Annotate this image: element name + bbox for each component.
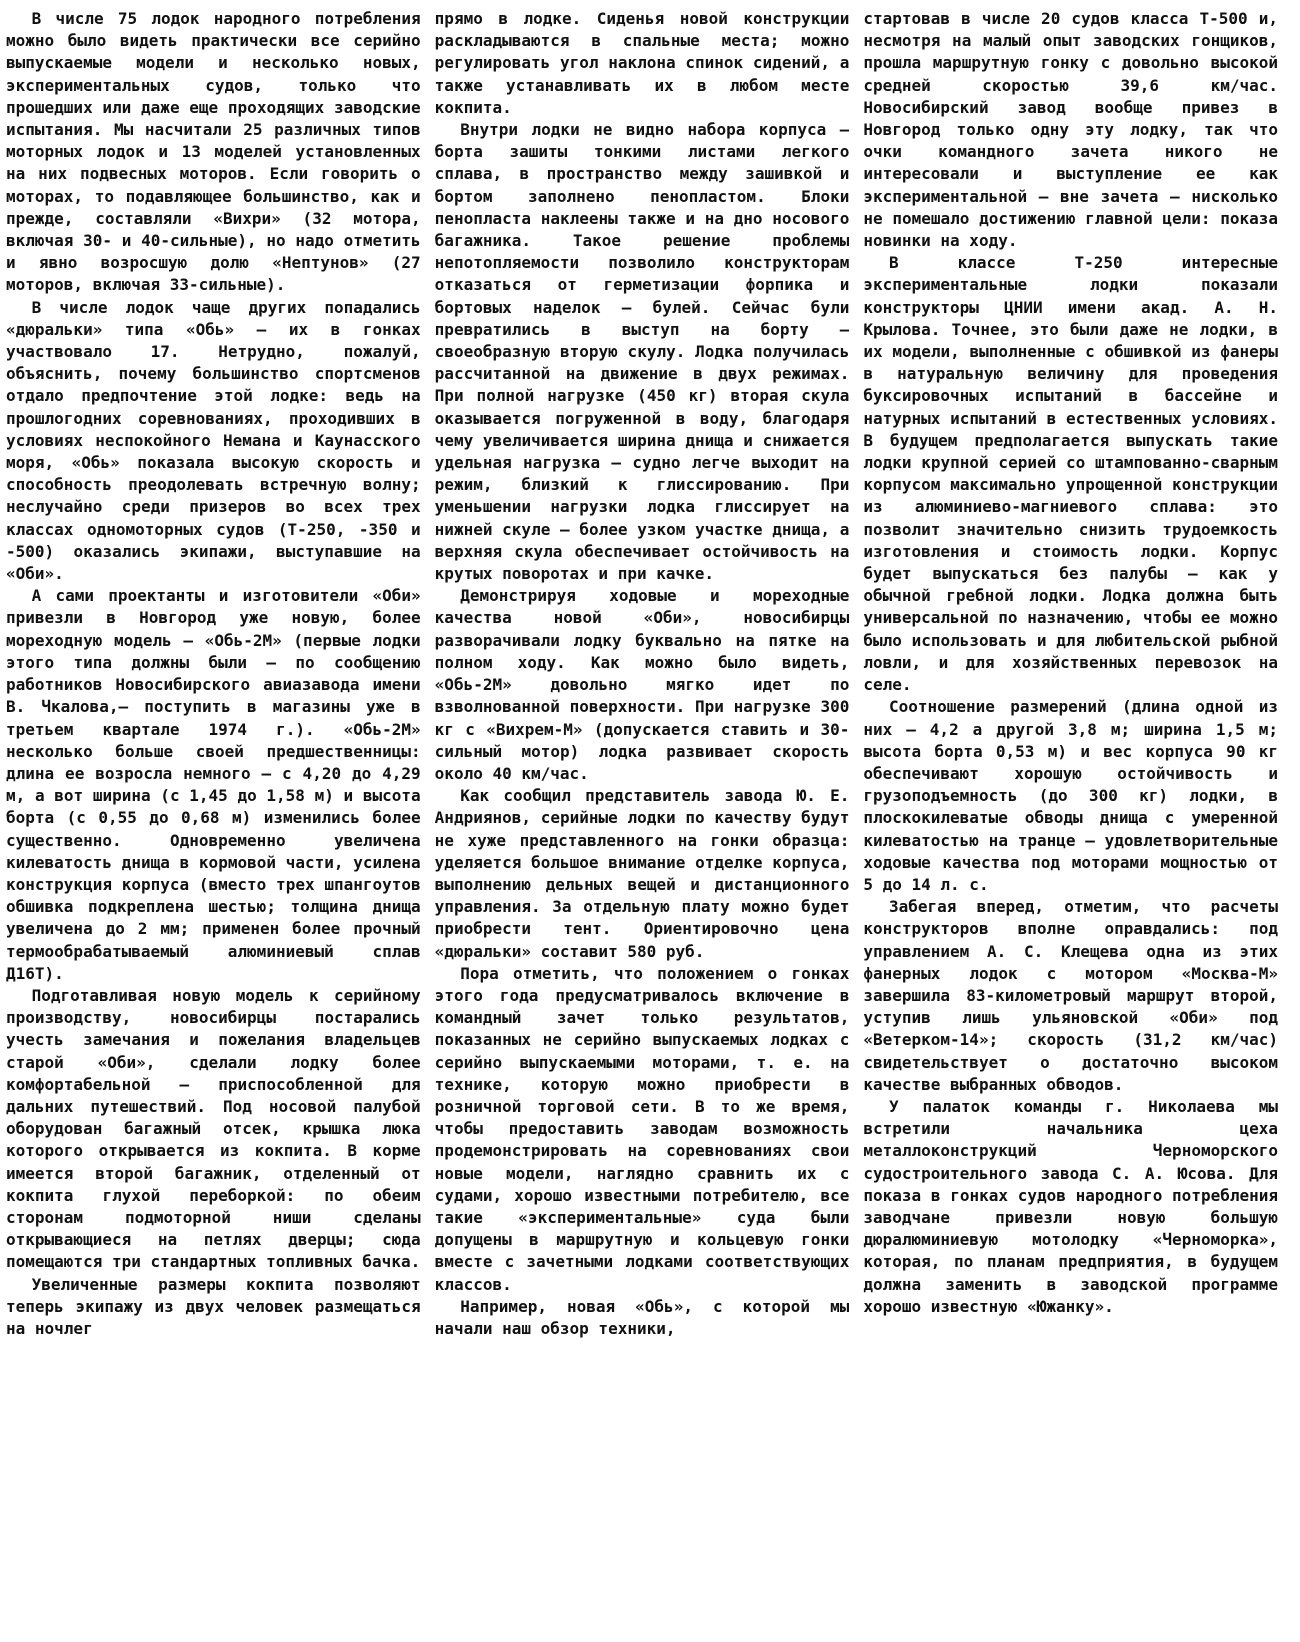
text-column-1 (6, 8, 421, 1642)
text-column-2 (435, 8, 850, 1642)
paragraph: Забегая вперед, отметим, что расчеты конструкторов вполне оправдались: под управлением А. С. Клещева одна из этих фанерных лодок с мотором «Москва-М» завершила 83-километровый маршрут второй, уступив лишь ульяновской «Оби» под «Ветерком-14»; скорость (31,2 км/час) свидетельствует о достаточно высоком качестве выбранных обводов. (863, 897, 1279, 1094)
paragraph: А сами проектанты и изготовители «Оби» привезли в Новгород уже новую, более мореходную модель — «Обь-2М» (первые лодки этого типа должны были — по сообщению работников Новосибирского авиазавода имени В. Чкалова,— поступить в магазины уже в третьем квартале 1974 г.). «Обь-2М» несколько больше своей предшественницы: длина ее возросла немного — с 4,20 до 4,29 м, а вот ширина (с 1,45 до 1,58 м) и высота борта (с 0,55 до 0,68 м) изменились более существенно. Одновременно увеличена килеватость днища в кормовой части, усилена конструкция корпуса (вместо трех шпангоутов обшивка подкреплена шестью; толщина днища увеличена до 2 мм; применен более прочный термообрабатываемый алюминиевый сплав Д16Т). (6, 586, 421, 983)
paragraph: Увеличенные размеры кокпита позволяют теперь экипажу из двух человек размещаться на ночлег (6, 1274, 421, 1338)
text-column-3 (863, 8, 1278, 1642)
paragraph: Подготавливая новую модель к серийному производству, новосибирцы постарались учесть замечания и пожелания владельцев старой «Оби», сделали лодку более комфортабельной — приспособленной для дальних путешествий. Под носовой палубой оборудован багажный отсек, крышка люка которого открывается из кокпита. В корме имеется второй багажник, отделенный от кокпита глухой переборкой: по обеим сторонам подмоторной ниши сделаны открывающиеся на петлях дверцы; сюда помещаются три стандартных топливных бачка. (6, 985, 421, 1272)
paragraph: В числе 75 лодок народного потребления можно было видеть практически все серийно выпускаемые модели и несколько новых, экспериментальных судов, только что прошедших или даже еще проходящих заводские испытания. Мы насчитали 25 различных типов моторных лодок и 13 моделей установленных на них подвесных моторов. Если говорить о моторах, то подавляющее большинство, как и прежде, составляли «Вихри» (32 мотора, включая 30- и 40-сильные), но надо отметить и явно возросшую долю «Нептунов» (27 моторов, включая 33-сильные). (6, 9, 421, 295)
paragraph: прямо в лодке. Сиденья новой конструкции раскладываются в спальные места; можно регулировать угол наклона спинок сидений, а также устанавливать их в любом месте кокпита. (434, 9, 850, 117)
paragraph: Пора отметить, что положением о гонках этого года предусматривалось включение в командный зачет только результатов, показанных не серийно выпускаемых лодках с серийно выпускаемыми моторами, т. е. на технике, которую можно приобрести в розничной торговой сети. В то же время, чтобы предоставить заводам возможность продемонстрировать на соревнованиях свои новые модели, наглядно сравнить их с судами, хорошо известными потребителю, все такие «экспериментальные» суда были допущены в маршрутную и кольцевую гонки вместе с зачетными лодками соответствующих классов. (434, 963, 850, 1294)
paragraph: Как сообщил представитель завода Ю. Е. Андриянов, серийные лодки по качеству будут не хуже представленного на гонки образца: уделяется большое внимание отделке корпуса, выполнению дельных вещей и дистанционного управления. За отдельную плату можно будет приобрести тент. Ориентировочно цена «дюральки» составит 580 руб. (434, 786, 850, 961)
paragraph: Внутри лодки не видно набора корпуса — борта зашиты тонкими листами легкого сплава, в пространство между зашивкой и бортом заполнено пенопластом. Блоки пенопласта наклеены также и на дно носового багажника. Такое решение проблемы непотопляемости позволило конструкторам отказаться от герметизации форпика и бортовых наделок — булей. Сейчас були превратились в выступ на борту — своеобразную вторую скулу. Лодка получилась рассчитанной на движение в двух режимах. При полной нагрузке (450 кг) вторая скула оказывается погруженной в воду, благодаря чему увеличивается ширина днища и снижается удельная нагрузка — судно легче выходит на режим, близкий к глиссированию. При уменьшении нагрузки лодка глиссирует на нижней скуле — более узком участке днища, а верхняя скула обеспечивает остойчивость на крутых поворотах и при качке. (434, 120, 850, 584)
paragraph: У палаток команды г. Николаева мы встретили начальника цеха металлоконструкций Черноморского судостроительного завода С. А. Юсова. Для показа в гонках судов народного потребления заводчане привезли новую большую дюралюминиевую мотолодку «Черноморка», которая, по планам предприятия, в будущем должна заменить в заводской программе хорошо известную «Южанку». (863, 1096, 1279, 1316)
paragraph: Соотношение размерений (длина одной из них — 4,2 а другой 3,8 м; ширина 1,5 м; высота борта 0,53 м) и вес корпуса 90 кг обеспечивают хорошую остойчивость и грузоподъемность (до 300 кг) лодки, в плоскокилеватые обводы днища с умеренной килеватостью на транце — удовлетворительные ходовые качества под моторами мощностью от 5 до 14 л. с. (863, 697, 1279, 894)
paragraph: В классе Т-250 интересные экспериментальные лодки показали конструкторы ЦНИИ имени акад. А. Н. Крылова. Точнее, это были даже не лодки, в их модели, выполненные с обшивкой из фанеры в натуральную величину для проведения буксировочных испытаний в бассейне и натурных испытаний в естественных условиях. В будущем предполагается выпускать такие лодки крупной серией со штампованно-сварным корпусом максимально упрощенной конструкции из алюминиево-магниевого сплава: это позволит значительно снизить трудоемкость изготовления и стоимость лодки. Корпус будет выпускаться без палубы — как у обычной гребной лодки. Лодка должна быть универсальной по назначению, чтобы ее можно было использовать и для любительской рыбной ловли, и для хозяйственных перевозок на селе. (863, 253, 1279, 695)
paragraph: В числе лодок чаще других попадались «дюральки» типа «Обь» — их в гонках участвовало 17. Нетрудно, пожалуй, объяснить, почему большинство спортсменов отдало предпочтение этой лодке: ведь на прошлогодних соревнованиях, проходивших в условиях неспокойного Немана и Каунасского моря, «Обь» показала высокую скорость и способность преодолевать встречную волну; неслучайно среди призеров во всех трех классах одномоторных судов (Т-250, -350 и -500) оказались экипажи, выступавшие на «Оби». (6, 297, 421, 584)
paragraph: Например, новая «Обь», с которой мы начали наш обзор техники, (434, 1296, 850, 1338)
paragraph: Демонстрируя ходовые и мореходные качества новой «Оби», новосибирцы разворачивали лодку буквально на пятке на полном ходу. Как можно было видеть, «Обь-2М» довольно мягко идет по взволнованной поверхности. При нагрузке 300 кг с «Вихрем-М» (допускается ставить и 30-сильный мотор) лодка развивает скорость около 40 км/час. (434, 586, 850, 783)
paragraph: стартовав в числе 20 судов класса Т-500 и, несмотря на малый опыт заводских гонщиков, прошла маршрутную гонку с довольно высокой средней скоростью 39,6 км/час. Новосибирский завод вообще привез в Новгород только одну эту лодку, так что очки командного зачета никого не интересовали и выступление ее как экспериментальной — вне зачета — нисколько не помешало достижению главной цели: показа новинки на ходу. (863, 9, 1279, 251)
